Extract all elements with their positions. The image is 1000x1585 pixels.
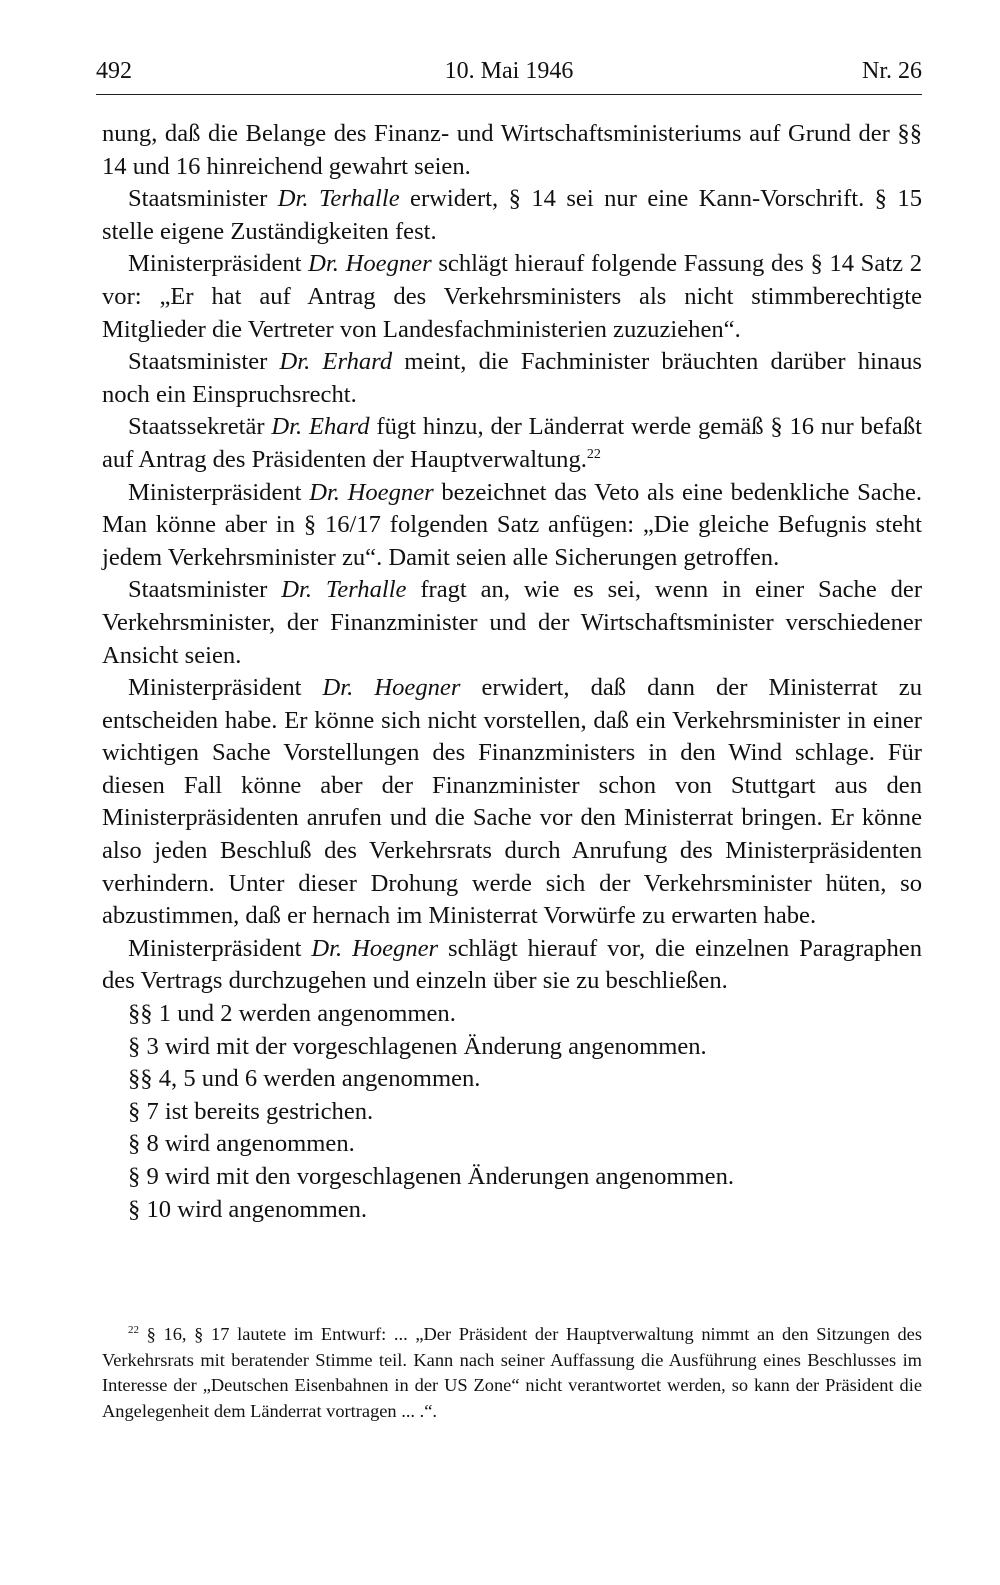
paragraph bbox=[102, 346, 922, 411]
paragraph-text: meint, die Fachminister bräuchten darüber hinaus noch ein Einspruchsrecht. bbox=[102, 348, 922, 408]
main-text bbox=[102, 118, 922, 1226]
resolution-item: § 7 ist bereits gestrichen. bbox=[128, 1097, 374, 1125]
speaker-name: Dr. Terhalle bbox=[277, 185, 400, 213]
paragraph-text: Staatssekretär bbox=[128, 413, 272, 441]
footnote-number: 22 bbox=[128, 1323, 139, 1336]
footnote bbox=[102, 1322, 922, 1424]
paragraph-text: schlägt hierauf folgende Fassung des § 14 Satz 2 vor: „Er hat auf Antrag des Verkehrsministers als nicht stimmberechtigte Mitglieder die Vertreter von Landesfachministerien zuzuziehen“. bbox=[102, 250, 922, 343]
paragraph bbox=[102, 248, 922, 346]
resolution-item: § 9 wird mit den vorgeschlagenen Änderungen angenommen. bbox=[128, 1163, 735, 1190]
paragraph bbox=[102, 477, 922, 575]
paragraph bbox=[102, 118, 922, 183]
resolution-item: §§ 1 und 2 werden angenommen. bbox=[128, 1000, 456, 1028]
paragraph-text: Ministerpräsident bbox=[128, 674, 323, 702]
paragraph-text: fragt an, wie es sei, wenn in einer Sache der Verkehrsminister, der Finanzminister und der Wirtschaftsminister verschiedener Ansicht seien. bbox=[102, 576, 923, 669]
paragraph-text: Ministerpräsident bbox=[128, 934, 312, 962]
resolution-item: §§ 4, 5 und 6 werden angenommen. bbox=[128, 1065, 481, 1093]
paragraph bbox=[102, 574, 922, 672]
paragraph-text: Staatsminister bbox=[128, 348, 280, 376]
footnote-reference: 22 bbox=[586, 446, 601, 462]
resolution-item: § 10 wird angenommen. bbox=[128, 1195, 368, 1223]
speaker-name: Dr. Hoegner bbox=[309, 478, 434, 506]
resolution-item: § 8 wird angenommen. bbox=[128, 1130, 355, 1158]
paragraph-text: Staatsminister bbox=[128, 185, 278, 213]
paragraph-text: fügt hinzu, der Länderrat werde gemäß § 16 nur befaßt auf Antrag des Präsidenten der Hauptverwaltung. bbox=[102, 413, 922, 473]
speaker-name: Dr. Hoegner bbox=[322, 674, 461, 702]
speaker-name: Dr. Terhalle bbox=[281, 576, 407, 604]
footnote-text: § 16, § 17 lautete im Entwurf: ... „Der Präsident der Hauptverwaltung nimmt an den Sitzungen des Verkehrsrats mit beratender Stimme teil. Kann nach seiner Auffassung die Ausführung eines Beschlusses im Interesse der „Deutschen Eisenbahnen in der US Zone“ nicht verantwortet werden, so kann der Präsident die Angelegenheit dem Länderrat vortragen ... .“. bbox=[102, 1324, 922, 1421]
paragraph-text: erwidert, § 14 sei nur eine Kann-Vorschrift. § 15 stelle eigene Zuständigkeiten fest. bbox=[102, 185, 923, 245]
running-header bbox=[96, 58, 922, 95]
speaker-name: Dr. Hoegner bbox=[308, 250, 432, 278]
resolution-item: § 3 wird mit der vorgeschlagenen Änderung angenommen. bbox=[128, 1032, 707, 1060]
header-date: 10. Mai 1946 bbox=[444, 58, 574, 84]
speaker-name: Dr. Hoegner bbox=[311, 934, 439, 962]
paragraph-text: bezeichnet das Veto als eine bedenkliche Sache. Man könne aber in § 16/17 folgenden Satz anfügen: „Die gleiche Befugnis steht jedem Verkehrsminister zu“. Damit seien alle Sicherungen getroffen. bbox=[102, 478, 923, 571]
paragraph-text: Ministerpräsident bbox=[128, 478, 310, 506]
paragraph bbox=[102, 411, 922, 476]
paragraph bbox=[102, 183, 922, 248]
speaker-name: Dr. Ehard bbox=[271, 413, 370, 441]
page-number: 492 bbox=[96, 58, 132, 84]
document-number: Nr. 26 bbox=[862, 58, 922, 84]
footnote-paragraph bbox=[102, 1322, 922, 1424]
paragraph-text: schlägt hierauf vor, die einzelnen Paragraphen des Vertrags durchzugehen und einzeln über sie zu beschließen. bbox=[102, 934, 922, 995]
paragraph-text: Ministerpräsident bbox=[128, 250, 309, 278]
paragraph bbox=[102, 933, 922, 998]
paragraph-text: nung, daß die Belange des Finanz- und Wirtschaftsministeriums auf Grund der §§ 14 und 16 hinreichend gewahrt seien. bbox=[102, 120, 922, 180]
speaker-name: Dr. Erhard bbox=[279, 348, 393, 376]
paragraph bbox=[102, 672, 922, 933]
paragraph-text: Staatsminister bbox=[128, 576, 282, 604]
paragraph-list bbox=[102, 118, 922, 998]
paragraph-text: erwidert, daß dann der Ministerrat zu entscheiden habe. Er könne sich nicht vorstellen, daß ein Verkehrsminister in einer wichtigen Sache Vorstellungen des Finanzministers in den Wind schlage. Für diesen Fall könne aber der Finanzminister schon von Stuttgart aus den Ministerpräsidenten anrufen und die Sache vor den Ministerrat bringen. Er könne also jeden Beschluß des Verkehrsrats durch Anrufung des Ministerpräsidenten verhindern. Unter dieser Drohung werde sich der Verkehrsminister hüten, so abzustimmen, daß er hernach im Ministerrat Vorwürfe zu erwarten habe. bbox=[102, 674, 922, 930]
resolution-list bbox=[102, 998, 922, 1226]
